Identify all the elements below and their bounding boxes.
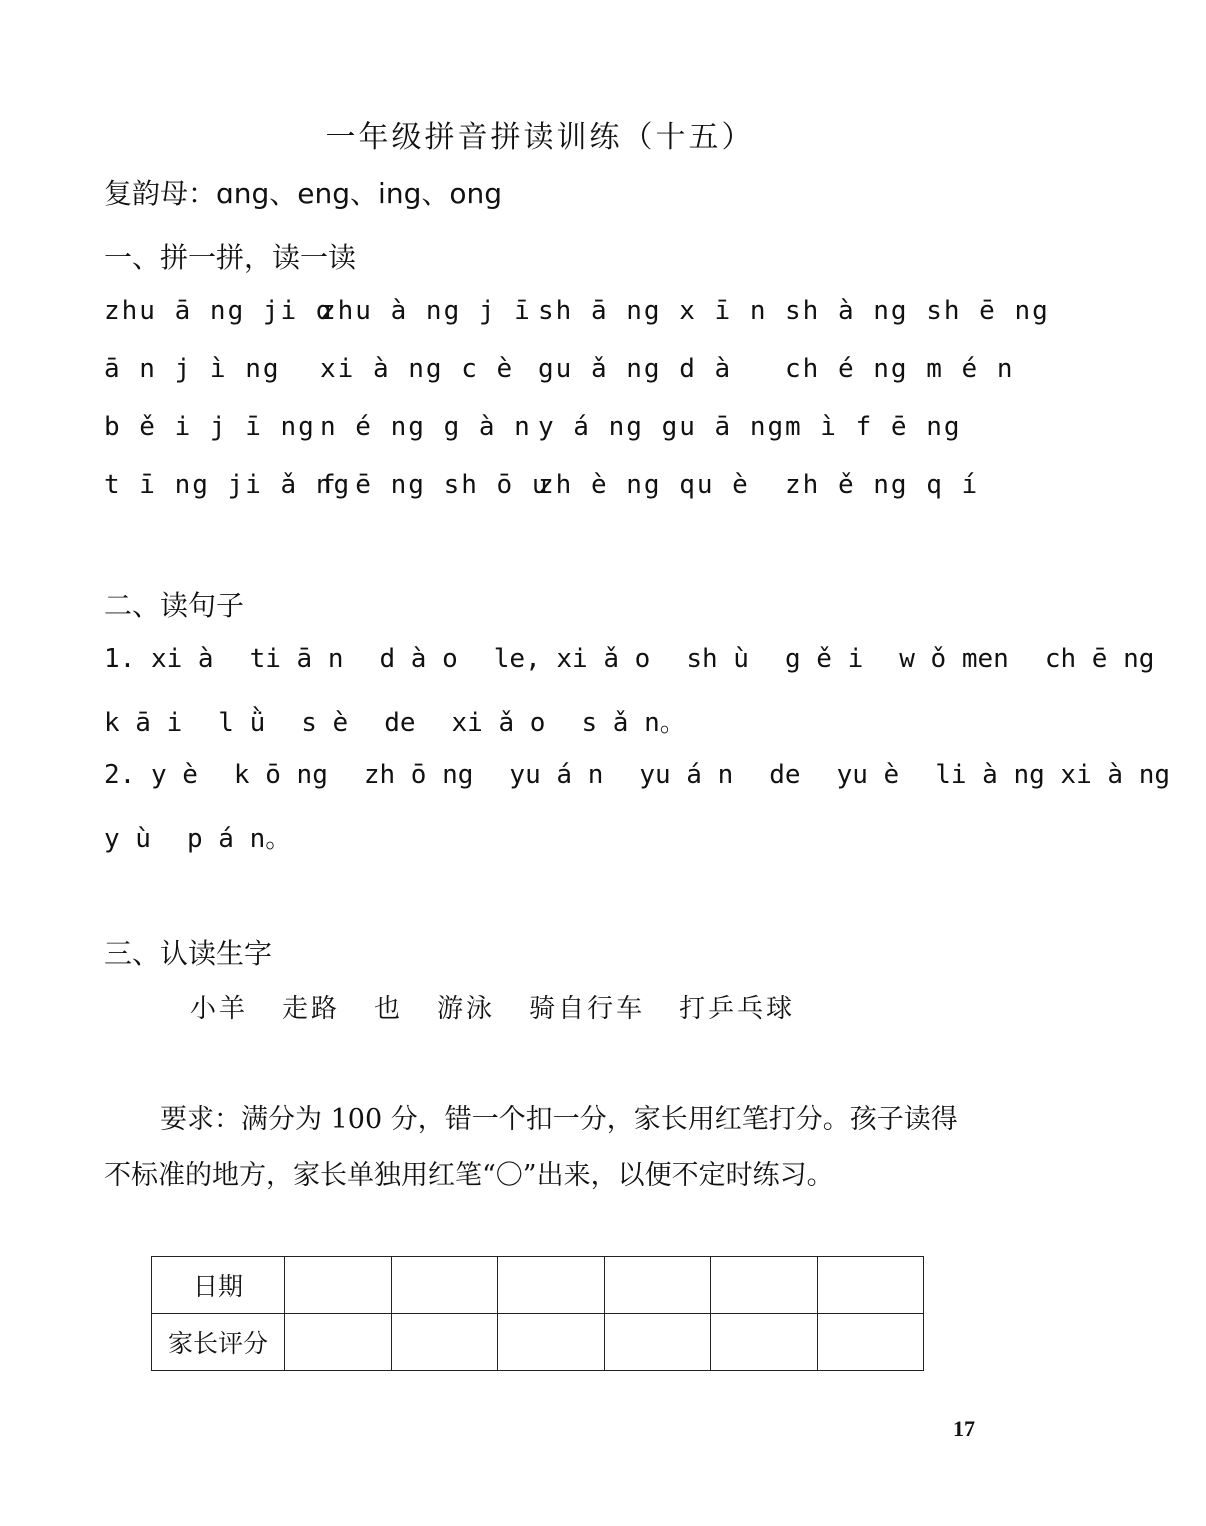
pinyin-cell: m ì f ē ng	[785, 412, 962, 442]
sentence-word: y ù	[104, 824, 151, 854]
sentence-1-line-1	[104, 644, 1190, 674]
row-label-date: 日期	[152, 1257, 285, 1314]
character-word: 也	[374, 994, 404, 1024]
sentence-word: li à ng xi à ng	[935, 760, 1171, 790]
pinyin-cell: zhu à ng j ī	[320, 296, 532, 326]
sentence-word: zh ō ng	[363, 760, 474, 790]
page-title: 一年级拼音拼读训练（十五）	[325, 120, 755, 155]
sentence-word: ch ē ng	[1044, 644, 1155, 674]
page-number: 17	[953, 1416, 975, 1441]
pinyin-cell: xi à ng c è	[320, 354, 515, 384]
date-cell[interactable]	[711, 1257, 818, 1314]
pinyin-cell: t ī ng ji ǎ ng	[104, 470, 352, 500]
characters-line	[190, 988, 829, 1025]
score-cell[interactable]	[604, 1314, 711, 1371]
sentence-word: 2. y è	[104, 760, 198, 790]
pinyin-cell: zh ě ng q í	[785, 470, 980, 500]
pinyin-cell: y á ng gu ā ng	[538, 412, 786, 442]
score-table	[151, 1256, 924, 1371]
date-cell[interactable]	[604, 1257, 711, 1314]
pinyin-cell: f ē ng sh ō u	[320, 470, 550, 500]
sentence-2-line-2	[104, 818, 327, 855]
date-cell[interactable]	[285, 1257, 392, 1314]
sentence-word: de	[769, 760, 801, 790]
score-cell[interactable]	[391, 1314, 498, 1371]
sentence-word: de	[384, 708, 416, 738]
pinyin-cell: sh à ng sh ē ng	[785, 296, 1050, 326]
section-3-heading: 三、认读生字	[104, 937, 273, 970]
compound-finals-line: 复韵母：ɑng、eng、ing、ong	[104, 177, 502, 210]
section-2-heading: 二、读句子	[104, 589, 245, 622]
sentence-word: s è	[301, 708, 349, 738]
character-word: 打乒乓球	[679, 994, 796, 1024]
row-label-parent-score: 家长评分	[152, 1314, 285, 1371]
sentence-word: yu á n	[509, 760, 604, 790]
sentence-1-line-2	[104, 702, 722, 739]
pinyin-cell: ā n j ì ng	[104, 354, 281, 384]
sentence-word: 1. xi à	[104, 644, 214, 674]
pinyin-cell: zhu ā ng ji ɑ	[104, 296, 334, 326]
sentence-word: w ǒ men	[899, 644, 1009, 674]
score-cell[interactable]	[711, 1314, 818, 1371]
sentence-word: xi ǎ o	[451, 708, 546, 738]
requirement-paragraph: 要求：满分为 100 分，错一个扣一分，家长用红笔打分。孩子读得不标准的地方，家长单独用红笔“〇”出来，以便不定时练习。	[104, 1104, 958, 1191]
sentence-word: le, xi ǎ o	[493, 644, 651, 674]
date-cell[interactable]	[498, 1257, 605, 1314]
sentence-word: g ě i	[784, 644, 864, 674]
character-word: 骑自行车	[529, 994, 646, 1024]
pinyin-cell: n é ng g à n	[320, 412, 532, 442]
sentence-word: p á n。	[186, 824, 292, 854]
table-row	[152, 1314, 924, 1371]
sentence-word: k ō ng	[233, 760, 328, 790]
character-word: 小羊	[190, 994, 249, 1024]
sentence-word: sh ù	[686, 644, 749, 674]
sentence-word: yu á n	[639, 760, 734, 790]
sentence-word: ti ā n	[249, 644, 344, 674]
sentence-2-line-1	[104, 760, 1206, 790]
score-cell[interactable]	[285, 1314, 392, 1371]
date-cell[interactable]	[391, 1257, 498, 1314]
score-cell[interactable]	[817, 1314, 924, 1371]
character-word: 游泳	[437, 994, 496, 1024]
character-word: 走路	[282, 994, 341, 1024]
pinyin-cell: sh ā ng x ī n	[538, 296, 768, 326]
pinyin-cell: b ě i j ī ng	[104, 412, 316, 442]
sentence-word: d à o	[379, 644, 458, 674]
sentence-word: k ā i	[104, 708, 183, 738]
pinyin-cell: ch é ng m é n	[785, 354, 1015, 384]
table-row	[152, 1257, 924, 1314]
pinyin-cell: zh è ng qu è	[538, 470, 750, 500]
sentence-word: l ǜ	[218, 708, 266, 738]
section-1-heading: 一、拼一拼，读一读	[104, 241, 357, 274]
date-cell[interactable]	[817, 1257, 924, 1314]
score-cell[interactable]	[498, 1314, 605, 1371]
sentence-word: yu è	[836, 760, 900, 790]
pinyin-cell: gu ǎ ng d à	[538, 354, 733, 384]
sentence-word: s ǎ n。	[581, 708, 686, 738]
